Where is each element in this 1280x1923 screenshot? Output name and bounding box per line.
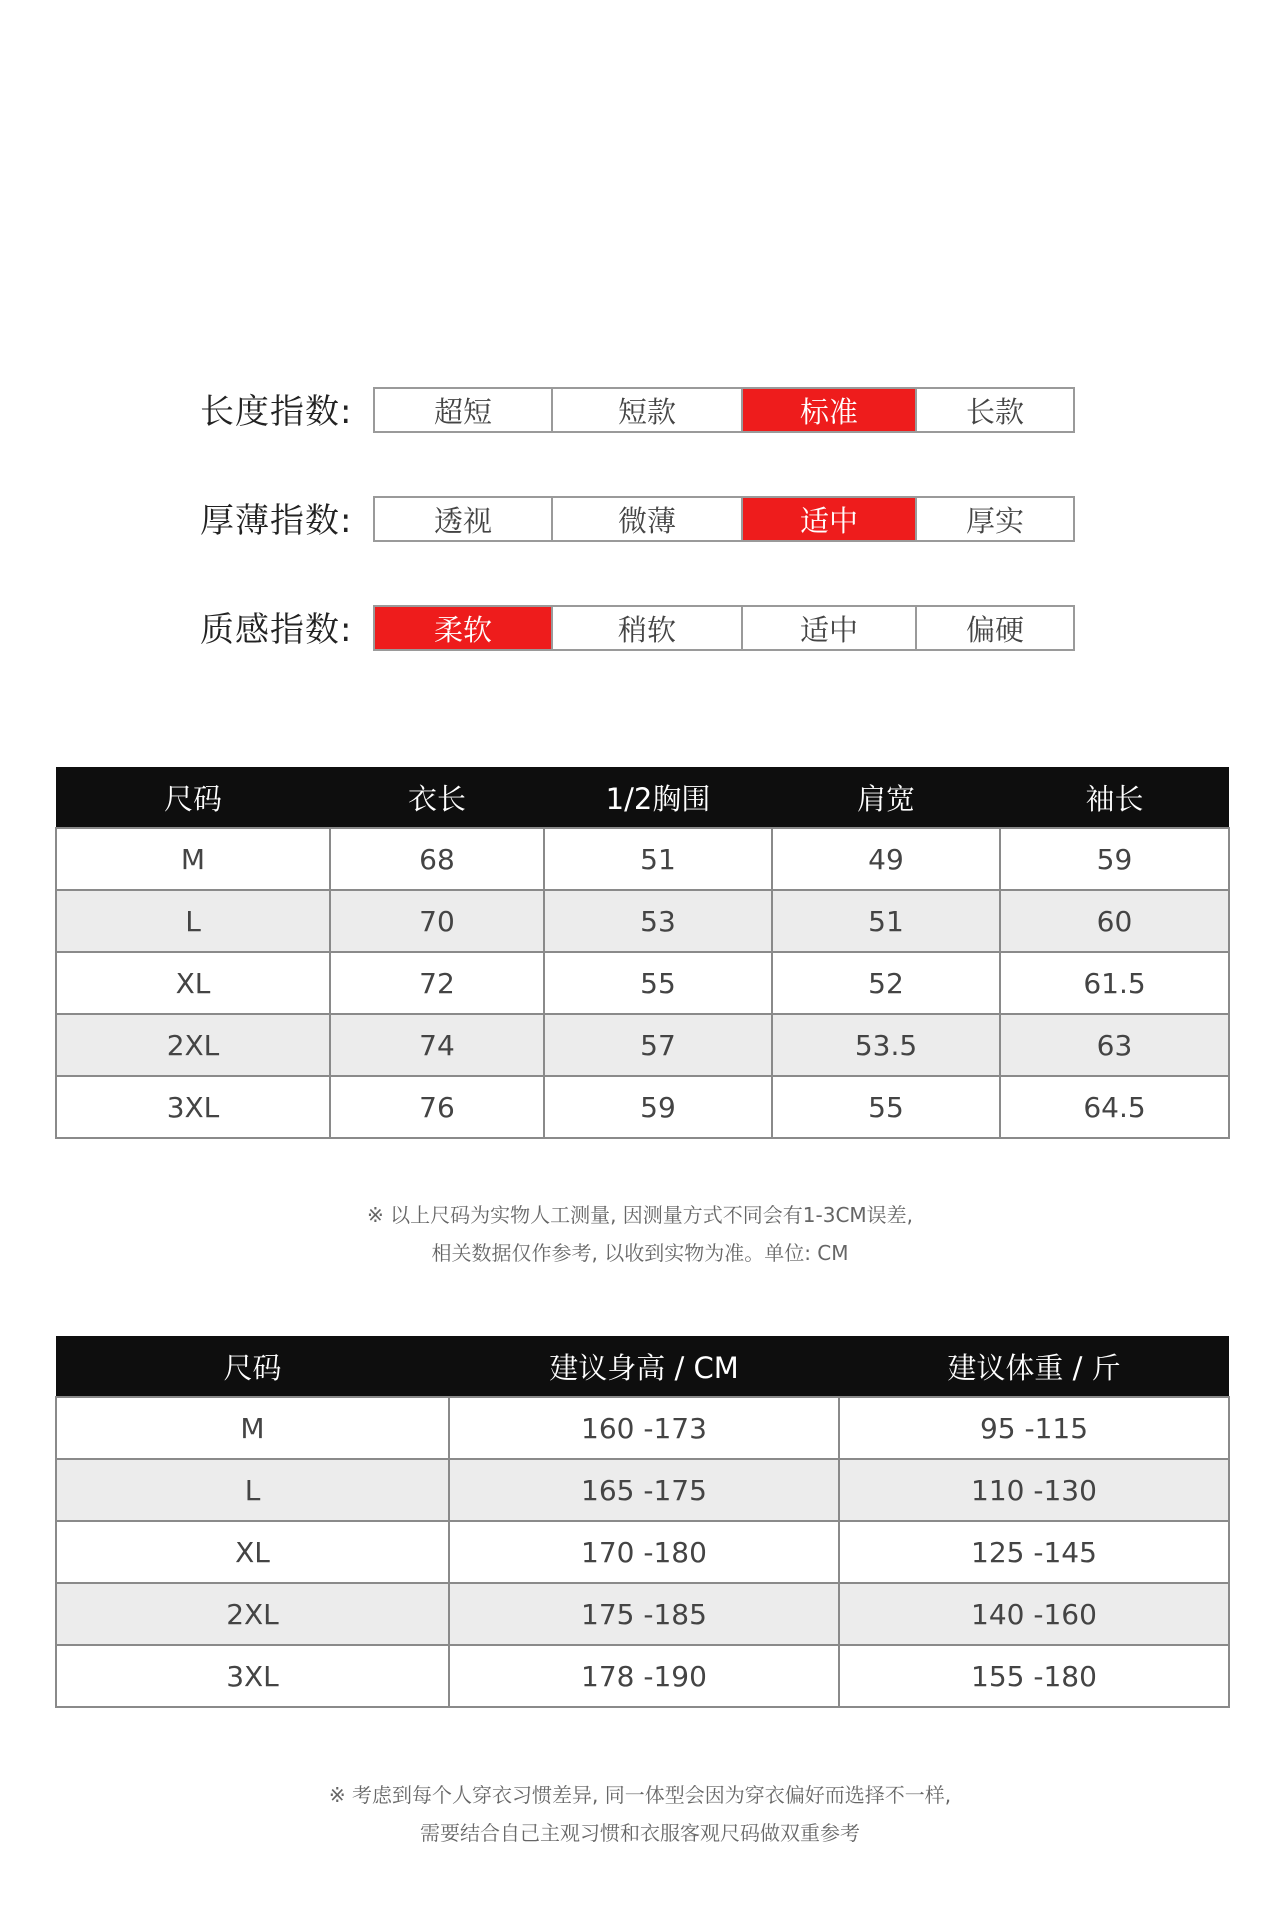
cell-height: 165 -175 bbox=[449, 1459, 839, 1521]
thickness-option-4: 厚实 bbox=[915, 498, 1073, 540]
cell-size: 3XL bbox=[56, 1645, 449, 1707]
table-header-row bbox=[56, 767, 1229, 828]
table-header-row bbox=[56, 1336, 1229, 1397]
cell-size: L bbox=[56, 1459, 449, 1521]
cell-weight: 140 -160 bbox=[839, 1583, 1229, 1645]
header-size: 尺码 bbox=[56, 767, 330, 828]
header-half-chest: 1/2胸围 bbox=[544, 767, 772, 828]
texture-index-label: 质感指数: bbox=[200, 610, 353, 650]
cell-half-chest: 55 bbox=[544, 952, 772, 1014]
note-line: ※ 以上尺码为实物人工测量, 因测量方式不同会有1-3CM误差, bbox=[366, 1203, 914, 1227]
thickness-option-1: 透视 bbox=[433, 503, 492, 538]
table-row bbox=[56, 952, 1229, 1014]
thickness-option-2: 微薄 bbox=[551, 498, 741, 540]
cell-size: M bbox=[56, 828, 330, 890]
cell-weight: 155 -180 bbox=[839, 1645, 1229, 1707]
cell-shoulder: 49 bbox=[772, 828, 1000, 890]
cell-shoulder: 52 bbox=[772, 952, 1000, 1014]
texture-option-1-selected: 柔软 bbox=[375, 607, 551, 649]
length-index-scale bbox=[373, 387, 1075, 433]
cell-length: 76 bbox=[330, 1076, 544, 1138]
fit-recommendation-note bbox=[0, 1776, 1280, 1852]
note-line: 相关数据仅作参考, 以收到实物为准。单位: CM bbox=[431, 1241, 849, 1265]
length-option-2: 短款 bbox=[551, 389, 741, 431]
cell-half-chest: 53 bbox=[544, 890, 772, 952]
note-line: 需要结合自己主观习惯和衣服客观尺码做双重参考 bbox=[420, 1821, 860, 1845]
table-row bbox=[56, 1076, 1229, 1138]
length-index-label: 长度指数: bbox=[200, 392, 353, 432]
texture-option-4: 偏硬 bbox=[915, 607, 1073, 649]
cell-size: XL bbox=[56, 1521, 449, 1583]
cell-length: 72 bbox=[330, 952, 544, 1014]
table-row bbox=[56, 1397, 1229, 1459]
cell-length: 68 bbox=[330, 828, 544, 890]
cell-size: 2XL bbox=[56, 1583, 449, 1645]
cell-shoulder: 53.5 bbox=[772, 1014, 1000, 1076]
cell-size: L bbox=[56, 890, 330, 952]
cell-sleeve: 63 bbox=[1000, 1014, 1229, 1076]
thickness-option-3-selected: 适中 bbox=[741, 498, 915, 540]
length-option-4: 长款 bbox=[915, 389, 1073, 431]
cell-size: XL bbox=[56, 952, 330, 1014]
texture-option-3: 适中 bbox=[741, 607, 915, 649]
header-length: 衣长 bbox=[330, 767, 544, 828]
length-option-1: 超短 bbox=[433, 394, 492, 429]
texture-index-row bbox=[0, 605, 1280, 655]
header-size: 尺码 bbox=[56, 1336, 449, 1397]
table-row bbox=[56, 1645, 1229, 1707]
cell-length: 74 bbox=[330, 1014, 544, 1076]
header-height: 建议身高 / CM bbox=[449, 1336, 839, 1397]
size-measurement-table bbox=[55, 767, 1230, 1139]
table-row bbox=[56, 1459, 1229, 1521]
cell-sleeve: 60 bbox=[1000, 890, 1229, 952]
cell-shoulder: 55 bbox=[772, 1076, 1000, 1138]
note-line: ※ 考虑到每个人穿衣习惯差异, 同一体型会因为穿衣偏好而选择不一样, bbox=[328, 1783, 952, 1807]
cell-height: 160 -173 bbox=[449, 1397, 839, 1459]
length-option-3-selected: 标准 bbox=[741, 389, 915, 431]
fit-recommendation-table bbox=[55, 1336, 1230, 1708]
header-shoulder: 肩宽 bbox=[772, 767, 1000, 828]
cell-sleeve: 59 bbox=[1000, 828, 1229, 890]
cell-height: 175 -185 bbox=[449, 1583, 839, 1645]
length-index-row bbox=[0, 387, 1280, 437]
cell-shoulder: 51 bbox=[772, 890, 1000, 952]
texture-option-2: 稍软 bbox=[551, 607, 741, 649]
table-row bbox=[56, 828, 1229, 890]
cell-height: 178 -190 bbox=[449, 1645, 839, 1707]
cell-size: 2XL bbox=[56, 1014, 330, 1076]
cell-half-chest: 59 bbox=[544, 1076, 772, 1138]
thickness-index-scale bbox=[373, 496, 1075, 542]
cell-half-chest: 51 bbox=[544, 828, 772, 890]
table-row bbox=[56, 1583, 1229, 1645]
thickness-index-label: 厚薄指数: bbox=[200, 501, 353, 541]
cell-weight: 110 -130 bbox=[839, 1459, 1229, 1521]
cell-height: 170 -180 bbox=[449, 1521, 839, 1583]
cell-weight: 125 -145 bbox=[839, 1521, 1229, 1583]
table-row bbox=[56, 1014, 1229, 1076]
thickness-index-row bbox=[0, 496, 1280, 546]
size-measurement-note bbox=[0, 1196, 1280, 1272]
cell-half-chest: 57 bbox=[544, 1014, 772, 1076]
table-row bbox=[56, 890, 1229, 952]
cell-size: 3XL bbox=[56, 1076, 330, 1138]
table-row bbox=[56, 1521, 1229, 1583]
texture-index-scale bbox=[373, 605, 1075, 651]
cell-size: M bbox=[56, 1397, 449, 1459]
cell-sleeve: 61.5 bbox=[1000, 952, 1229, 1014]
cell-sleeve: 64.5 bbox=[1000, 1076, 1229, 1138]
cell-weight: 95 -115 bbox=[839, 1397, 1229, 1459]
header-sleeve: 袖长 bbox=[1000, 767, 1229, 828]
header-weight: 建议体重 / 斤 bbox=[839, 1336, 1229, 1397]
cell-length: 70 bbox=[330, 890, 544, 952]
